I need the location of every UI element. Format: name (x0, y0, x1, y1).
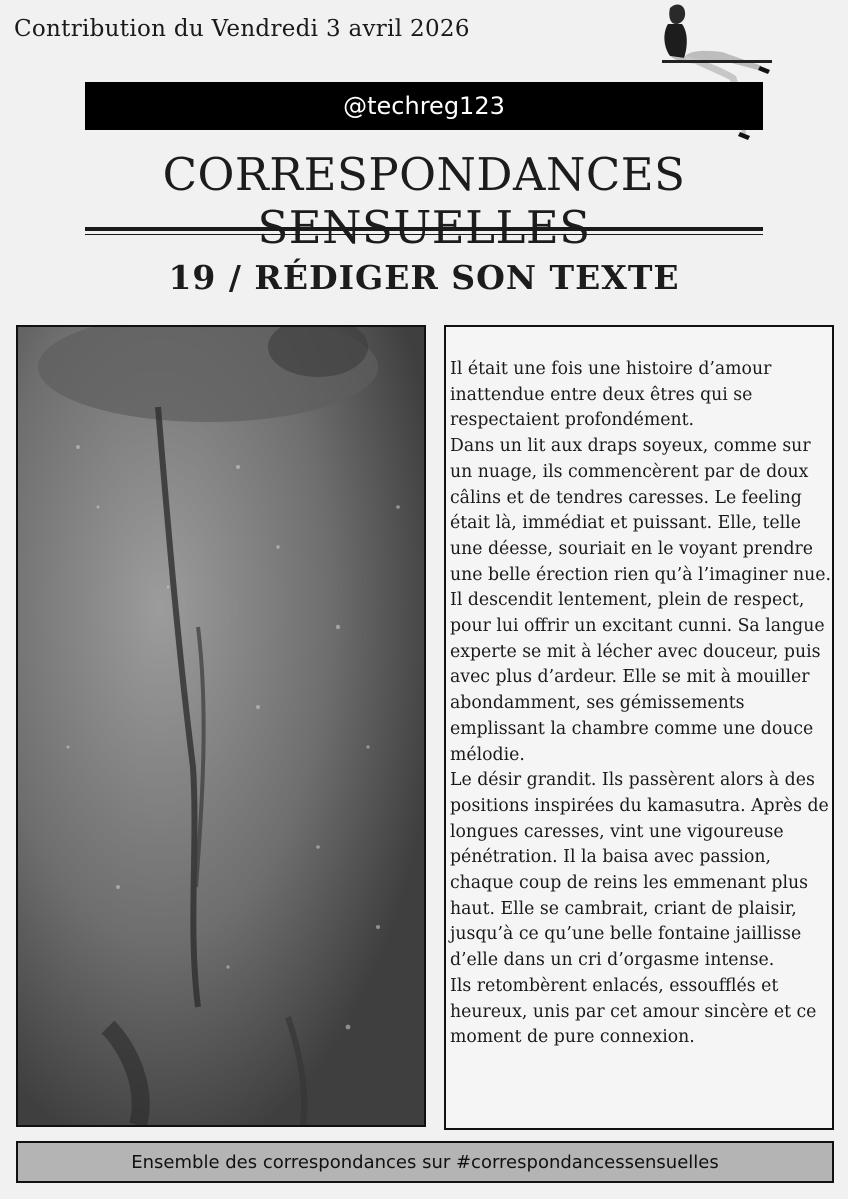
story-paragraph: Il était une fois une histoire d’amour inattendue entre deux êtres qui se respectaient profondément. (450, 359, 772, 431)
contribution-date: Contribution du Vendredi 3 avril 2026 (14, 16, 470, 42)
author-handle-banner (85, 82, 763, 130)
footer-hashtag-text: Ensemble des correspondances sur #correspondancessensuelles (131, 1151, 719, 1173)
section-subtitle: 19 / RÉDIGER SON TEXTE (168, 258, 680, 297)
story-paragraph: Dans un lit aux draps soyeux, comme sur un nuage, ils commencèrent par de doux câlins et de tendres caresses. Le feeling était là, immédiat et puissant. Elle, telle une déesse, souriait en le voyant prendre une belle érection rien qu’à l’imaginer nue. (450, 436, 831, 585)
title-divider-thin (85, 234, 763, 235)
footer-hashtag-banner (16, 1141, 834, 1183)
story-panel (444, 325, 834, 1130)
title-divider-thick (85, 227, 763, 231)
wet-glass-image (18, 327, 424, 1125)
condensation-photo (16, 325, 426, 1127)
page-title: CORRESPONDANCES (162, 148, 686, 201)
story-paragraph: Il descendit lentement, plein de respect, pour lui offrir un excitant cunni. Sa langue experte se mit à lécher avec douceur, puis avec plus d’ardeur. Elle se mit à mouiller abondamment, ses gémissements emplissant la chambre comme une douce mélodie. (450, 590, 825, 765)
story-paragraph: Le désir grandit. Ils passèrent alors à des positions inspirées du kamasutra. Après de longues caresses, vint une vigoureuse pénétration. Il la baisa avec passion, chaque coup de reins les emmenant plus haut. Elle se cambrait, criant de plaisir, jusqu’à ce qu’une belle fontaine jaillisse d’elle dans un cri d’orgasme intense. (450, 770, 829, 971)
story-paragraph: Ils retombèrent enlacés, essoufflés et heureux, unis par cet amour sincère et ce moment de pure connexion. (450, 975, 817, 1048)
author-handle: @techreg123 (343, 92, 505, 120)
story-text (450, 357, 834, 1051)
